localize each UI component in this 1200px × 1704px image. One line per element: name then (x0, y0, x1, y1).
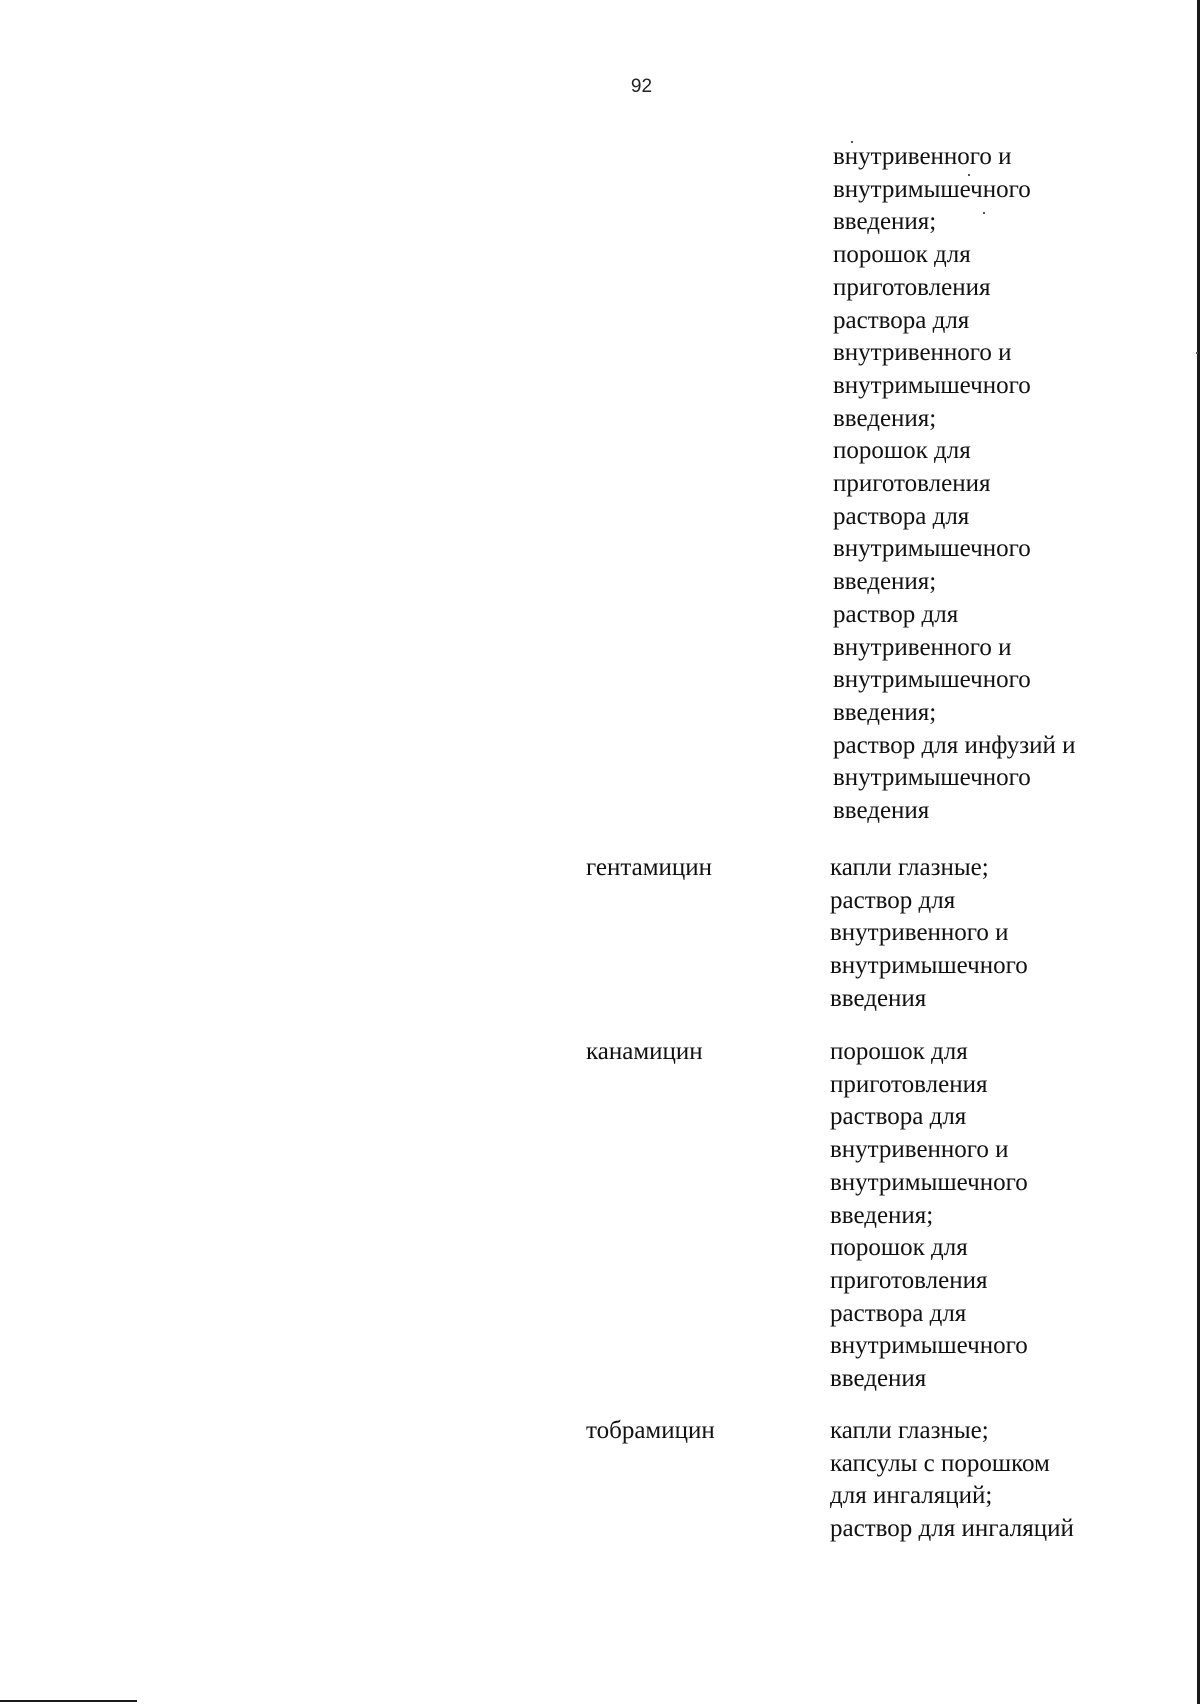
dosage-form-line: раствор для (833, 600, 959, 628)
continued-dosage-forms (833, 141, 1076, 828)
drug-name: гентамицин (586, 854, 713, 881)
dosage-form-line: внутримышечного (833, 175, 1031, 203)
dosage-form-line: введения; (830, 1201, 934, 1229)
dosage-form-line: раствора для (833, 502, 970, 530)
dosage-form-line: внутримышечного (830, 1168, 1028, 1196)
dosage-form-line: приготовления (830, 1070, 988, 1098)
dosage-form-line: порошок для (830, 1038, 968, 1065)
page-number: 92 (630, 76, 653, 97)
dosage-form-line: внутривенного и (833, 143, 1012, 170)
dosage-form-line: капли глазные; (830, 1417, 989, 1444)
dosage-form-line: капсулы с порошком (830, 1449, 1050, 1477)
dosage-form-line: приготовления (833, 273, 991, 301)
dosage-form-line: введения; (833, 698, 937, 726)
scan-speck (968, 174, 970, 176)
dosage-form-line: внутривенного и (833, 633, 1012, 661)
dosage-form-line: приготовления (833, 470, 991, 498)
dosage-form-line: введения (833, 797, 930, 825)
dosage-forms (830, 1415, 1074, 1546)
dosage-form-line: раствор для ингаляций (830, 1515, 1074, 1543)
dosage-form-line: порошок для (833, 241, 971, 269)
dosage-form-line: для ингаляций; (830, 1482, 993, 1510)
dosage-form-line: внутривенного и (830, 1136, 1009, 1164)
drug-name: тобрамицин (586, 1417, 715, 1444)
dosage-form-line: введения; (833, 404, 937, 432)
dosage-form-line: раствор для инфузий и (833, 731, 1076, 759)
scan-speck (983, 212, 985, 214)
dosage-form-line: порошок для (833, 437, 971, 465)
dosage-form-line: раствора для (830, 1299, 967, 1327)
dosage-form-line: внутримышечного (833, 535, 1031, 563)
dosage-form-line: внутривенного и (830, 919, 1009, 947)
dosage-form-line: порошок для (830, 1234, 968, 1262)
dosage-form-line: раствор для (830, 886, 956, 914)
bottom-rule (0, 1700, 137, 1702)
dosage-form-line: внутривенного и (833, 339, 1012, 367)
dosage-form-line: внутримышечного (830, 1332, 1028, 1360)
dosage-form-line: раствора для (833, 306, 970, 334)
dosage-form-line: введения; (833, 208, 937, 236)
dosage-form-line: внутримышечного (833, 666, 1031, 694)
dosage-form-line: приготовления (830, 1266, 988, 1294)
drug-name: канамицин (586, 1038, 703, 1065)
dosage-form-line: капли глазные; (830, 854, 989, 881)
dosage-forms (830, 1036, 1028, 1396)
dosage-form-line: раствора для (830, 1103, 967, 1131)
dosage-form-line: внутримышечного (830, 952, 1028, 980)
dosage-form-line: введения; (833, 568, 937, 596)
scan-speck (851, 141, 853, 143)
dosage-forms (830, 852, 1028, 1016)
dosage-form-line: внутримышечного (833, 371, 1031, 399)
dosage-form-line: введения (830, 1365, 927, 1393)
dosage-form-line: внутримышечного (833, 764, 1031, 792)
scan-speck (1196, 352, 1198, 354)
dosage-form-line: введения (830, 984, 927, 1012)
